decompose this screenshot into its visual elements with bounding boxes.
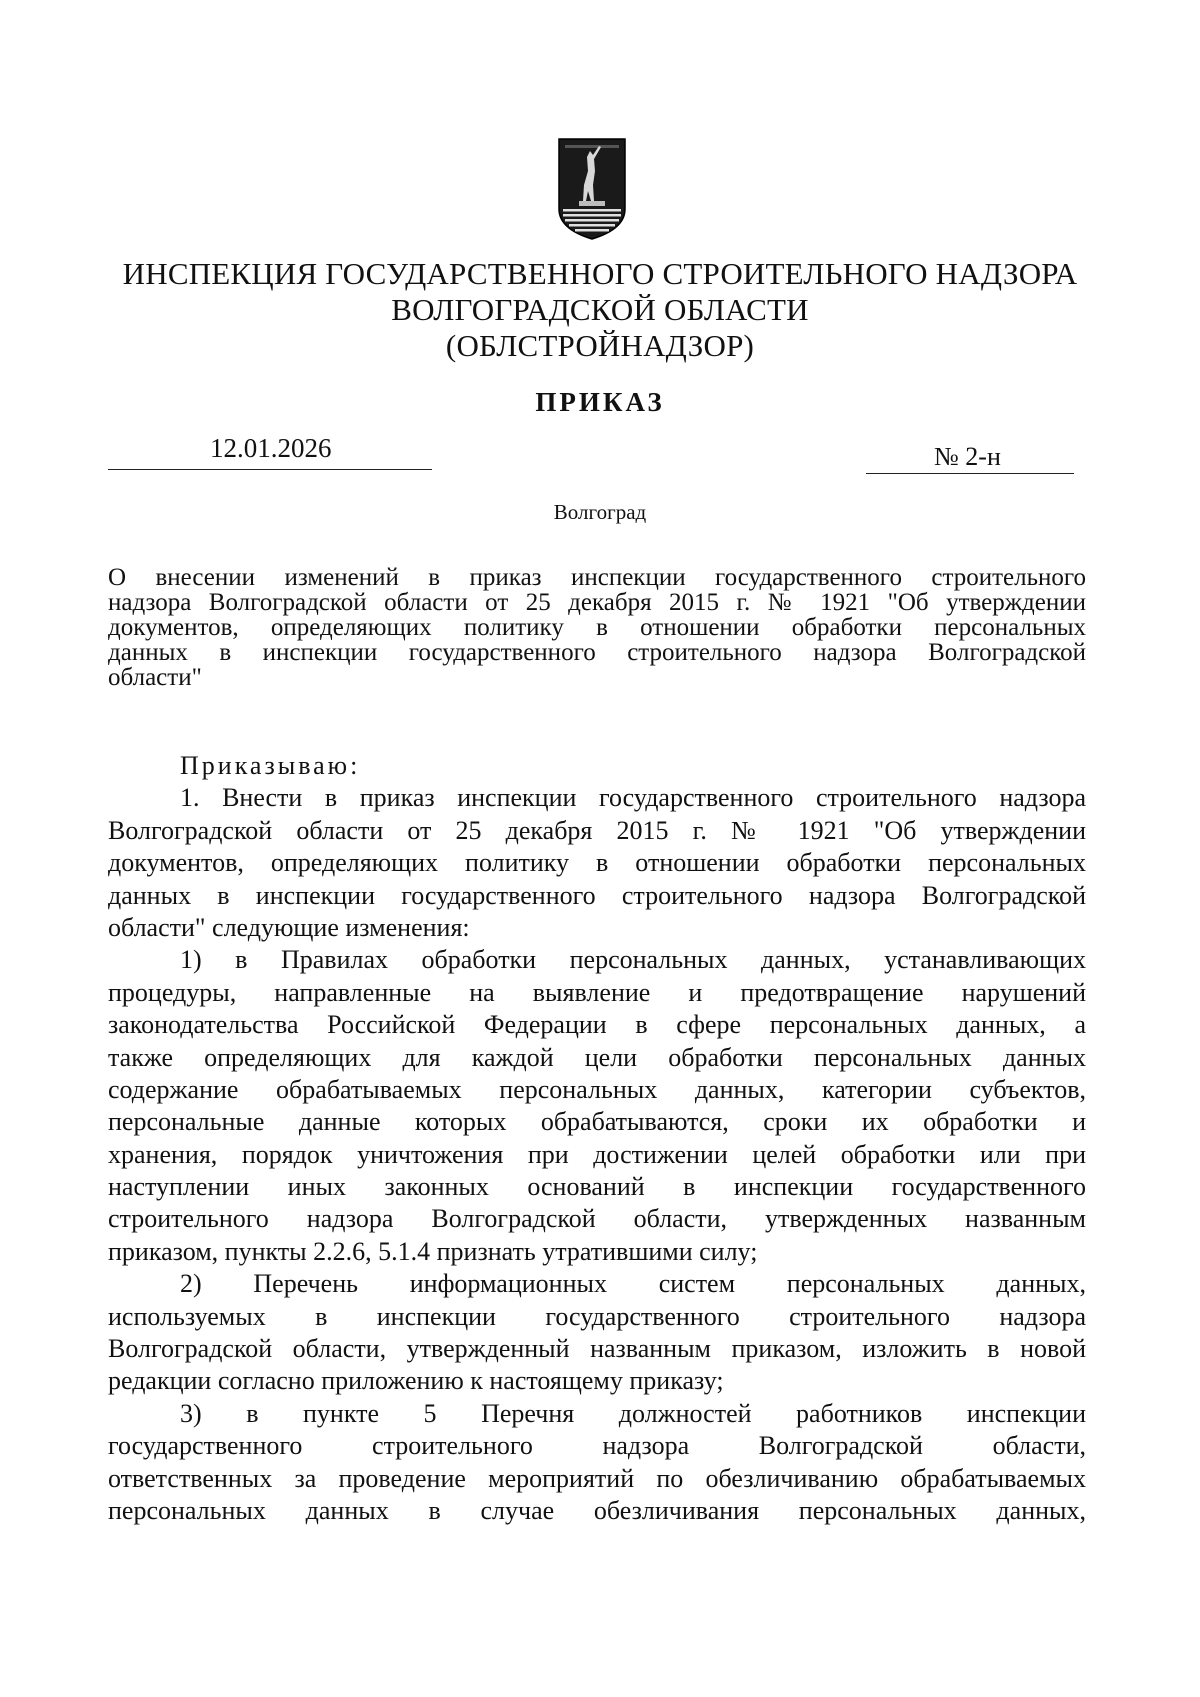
body-line: Волгоградской области от 25 декабря 2015 г. № 1921 "Об утверждении — [108, 815, 1086, 845]
document-city: Волгоград — [553, 500, 647, 524]
body-line: хранения, порядок уничтожения при достижении целей обработки или при — [108, 1139, 1086, 1169]
title-line: документов, определяющих политику в отношении обработки персональных — [108, 614, 1086, 641]
title-line: О внесении изменений в приказ инспекции государственного строительного — [108, 564, 1086, 591]
body-line: содержание обрабатываемых персональных данных, категории субъектов, — [108, 1074, 1086, 1104]
coat-of-arms-icon — [557, 137, 627, 241]
body-line: государственного строительного надзора Волгоградской области, — [108, 1431, 1086, 1461]
title-line: надзора Волгоградской области от 25 декабря 2015 г. № 1921 "Об утверждении — [108, 589, 1086, 616]
body-line: 1) в Правилах обработки персональных данных, устанавливающих — [180, 945, 1086, 975]
coat-of-arms-emblem — [557, 137, 627, 241]
body-line: строительного надзора Волгоградской области, утвержденных названным — [108, 1204, 1086, 1234]
order-word: Приказываю: — [180, 751, 361, 780]
body-line: документов, определяющих политику в отношении обработки персональных — [108, 848, 1086, 878]
organization-name-line-2: ВОЛГОГРАДСКОЙ ОБЛАСТИ — [391, 292, 809, 327]
body-line: законодательства Российской Федерации в сфере персональных данных, а — [108, 1010, 1086, 1040]
body-line: персональные данные которых обрабатываются, сроки их обработки и — [108, 1107, 1086, 1137]
body-line: приказом, пункты 2.2.6, 5.1.4 признать утратившими силу; — [108, 1236, 758, 1266]
body-line: редакции согласно приложению к настоящему приказу; — [108, 1366, 724, 1396]
body-line: 1. Внести в приказ инспекции государственного строительного надзора — [180, 783, 1086, 813]
body-line: ответственных за проведение мероприятий по обезличиванию обрабатываемых — [108, 1463, 1086, 1493]
document-type-heading: ПРИКАЗ — [535, 387, 665, 417]
document-number: № 2-н — [934, 442, 1001, 471]
document-body — [108, 750, 1086, 1527]
body-line: процедуры, направленные на выявление и предотвращение нарушений — [108, 977, 1086, 1007]
document-title — [108, 565, 1086, 690]
body-line: области" следующие изменения: — [108, 912, 470, 942]
organization-name-line-1: ИНСПЕКЦИЯ ГОСУДАРСТВЕННОГО СТРОИТЕЛЬНОГО НАДЗОРА — [122, 256, 1078, 291]
body-line: персональных данных в случае обезличивания персональных данных, — [108, 1495, 1086, 1525]
title-line: данных в инспекции государственного строительного надзора Волгоградской — [108, 639, 1086, 666]
document-date: 12.01.2026 — [210, 433, 332, 463]
body-line: 2) Перечень информационных систем персональных данных, — [180, 1269, 1086, 1299]
document-number-field — [866, 438, 1074, 474]
body-line: наступлении иных законных оснований в инспекции государственного — [108, 1172, 1086, 1202]
body-line: Волгоградской области, утвержденный названным приказом, изложить в новой — [108, 1334, 1086, 1364]
organization-short-name: (ОБЛСТРОЙНАДЗОР) — [445, 328, 755, 363]
body-line: используемых в инспекции государственного строительного надзора — [108, 1301, 1086, 1331]
body-line: также определяющих для каждой цели обработки персональных данных — [108, 1042, 1086, 1072]
body-line: 3) в пункте 5 Перечня должностей работников инспекции — [180, 1398, 1086, 1428]
document-date-field — [108, 433, 432, 470]
title-line: области" — [108, 664, 202, 691]
body-line: данных в инспекции государственного строительного надзора Волгоградской — [108, 880, 1086, 910]
